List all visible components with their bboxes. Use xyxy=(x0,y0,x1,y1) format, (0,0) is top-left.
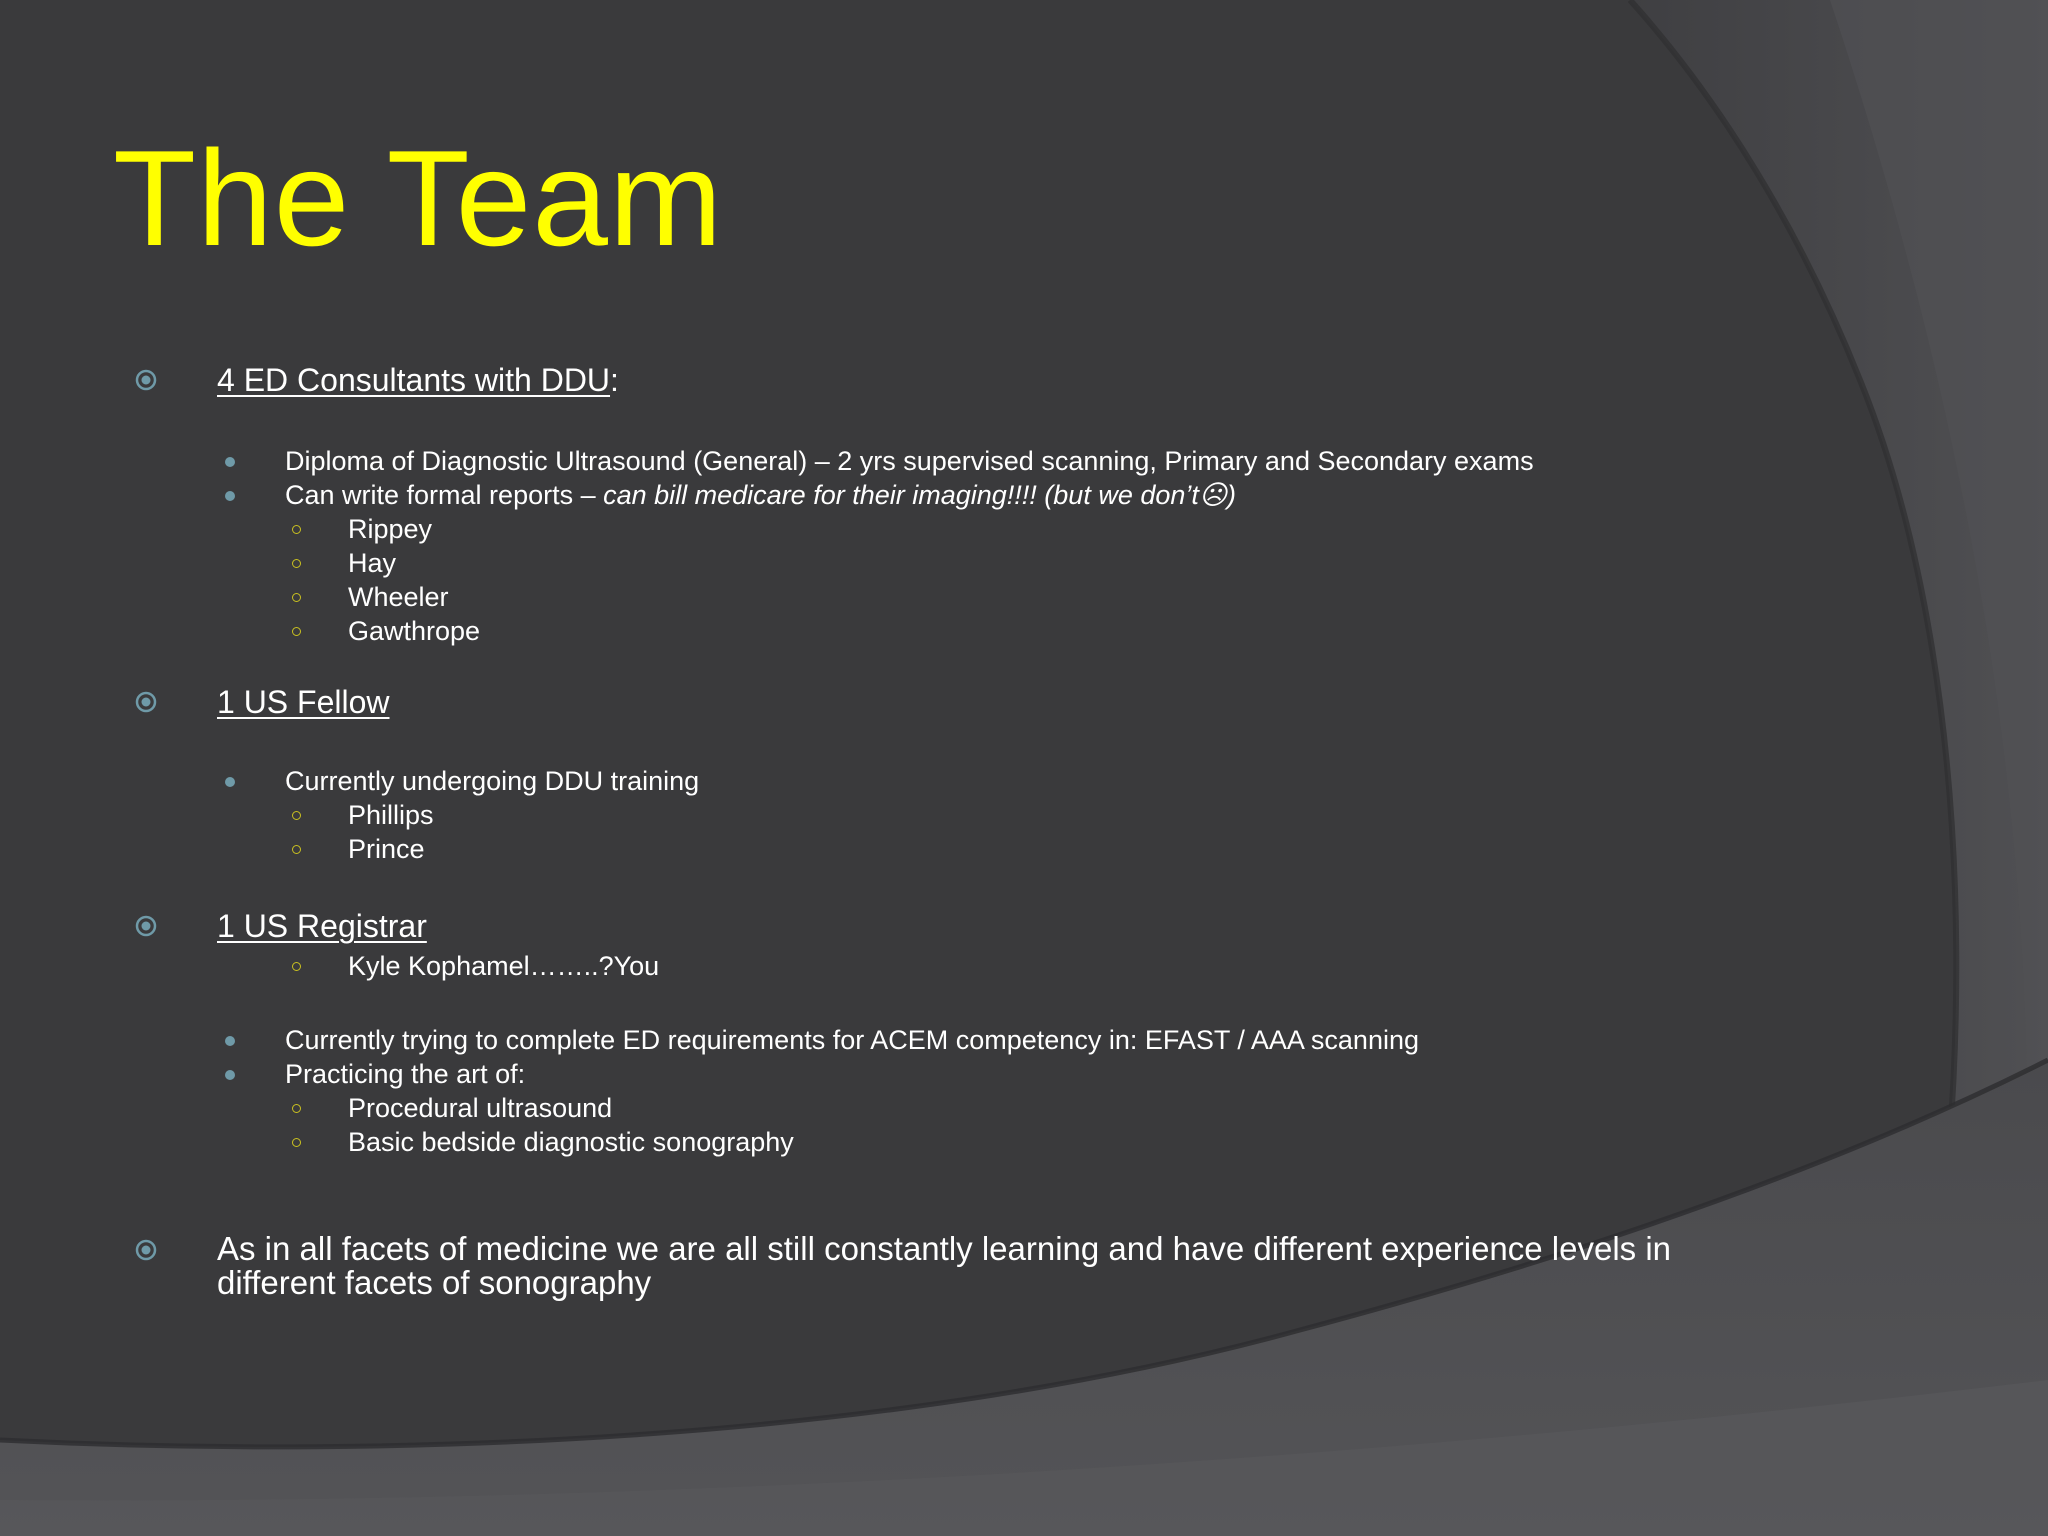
consultants-heading-text: 4 ED Consultants with DDU xyxy=(217,362,611,398)
registrar-point-2 xyxy=(285,1057,525,1091)
fellow-name xyxy=(348,798,434,832)
registrar-point-1 xyxy=(285,1023,1419,1057)
slide-title: The Team xyxy=(113,122,724,274)
registrar-name xyxy=(348,949,659,983)
fellow-name-text: Prince xyxy=(348,834,425,864)
section-registrar-heading xyxy=(217,908,427,944)
registrar-point-1-text: Currently trying to complete ED requirements for ACEM competency in: EFAST / AAA scanning xyxy=(285,1025,1419,1055)
dot-bullet-icon xyxy=(225,1036,235,1046)
registrar-point-2-text: Practicing the art of: xyxy=(285,1059,526,1089)
consultant-name-text: Rippey xyxy=(348,514,433,544)
dot-bullet-icon xyxy=(225,491,235,501)
registrar-heading-text: 1 US Registrar xyxy=(217,908,427,944)
target-bullet-icon xyxy=(132,1236,160,1264)
consultant-name xyxy=(348,614,480,648)
target-bullet-icon xyxy=(132,688,160,716)
closing-statement-text: As in all facets of medicine we are all still constantly learning and have different experience levels in different facets of sonography xyxy=(217,1230,1672,1301)
consultants-heading-colon: : xyxy=(610,362,619,398)
ring-bullet-icon xyxy=(292,559,301,568)
target-bullet-icon xyxy=(132,912,160,940)
ring-bullet-icon xyxy=(292,1104,301,1113)
consultants-point-1-text: Diploma of Diagnostic Ultrasound (General) – 2 yrs supervised scanning, Primary and Secondary exams xyxy=(285,446,1534,476)
fellow-name-text: Phillips xyxy=(348,800,434,830)
ring-bullet-icon xyxy=(292,593,301,602)
ring-bullet-icon xyxy=(292,845,301,854)
ring-bullet-icon xyxy=(292,811,301,820)
consultant-name xyxy=(348,546,396,580)
dot-bullet-icon xyxy=(225,1070,235,1080)
consultants-point-2 xyxy=(285,478,1236,512)
target-bullet-icon xyxy=(132,366,160,394)
ring-bullet-icon xyxy=(292,962,301,971)
consultant-name-text: Gawthrope xyxy=(348,616,481,646)
fellow-point-1-text: Currently undergoing DDU training xyxy=(285,766,700,796)
fellow-heading-text: 1 US Fellow xyxy=(217,684,390,720)
section-fellow-heading xyxy=(217,684,390,720)
closing-statement xyxy=(217,1232,1777,1300)
dot-bullet-icon xyxy=(225,457,235,467)
consultants-point-1 xyxy=(285,444,1534,478)
registrar-practice-text: Basic bedside diagnostic sonography xyxy=(348,1127,794,1157)
registrar-practice xyxy=(348,1091,612,1125)
registrar-name-text: Kyle Kophamel……..?You xyxy=(348,951,660,981)
fellow-point-1 xyxy=(285,764,699,798)
consultants-point-2-text: Can write formal reports – xyxy=(285,480,604,510)
consultant-name xyxy=(348,512,432,546)
consultants-italic-note: can bill medicare for their imaging!!!! (but we don’t☹) xyxy=(603,480,1237,510)
ring-bullet-icon xyxy=(292,525,301,534)
consultant-name xyxy=(348,580,449,614)
fellow-name xyxy=(348,832,425,866)
section-consultants-heading xyxy=(217,362,619,398)
registrar-practice xyxy=(348,1125,794,1159)
consultant-name-text: Hay xyxy=(348,548,397,578)
ring-bullet-icon xyxy=(292,1138,301,1147)
consultant-name-text: Wheeler xyxy=(348,582,449,612)
ring-bullet-icon xyxy=(292,627,301,636)
dot-bullet-icon xyxy=(225,777,235,787)
registrar-practice-text: Procedural ultrasound xyxy=(348,1093,613,1123)
